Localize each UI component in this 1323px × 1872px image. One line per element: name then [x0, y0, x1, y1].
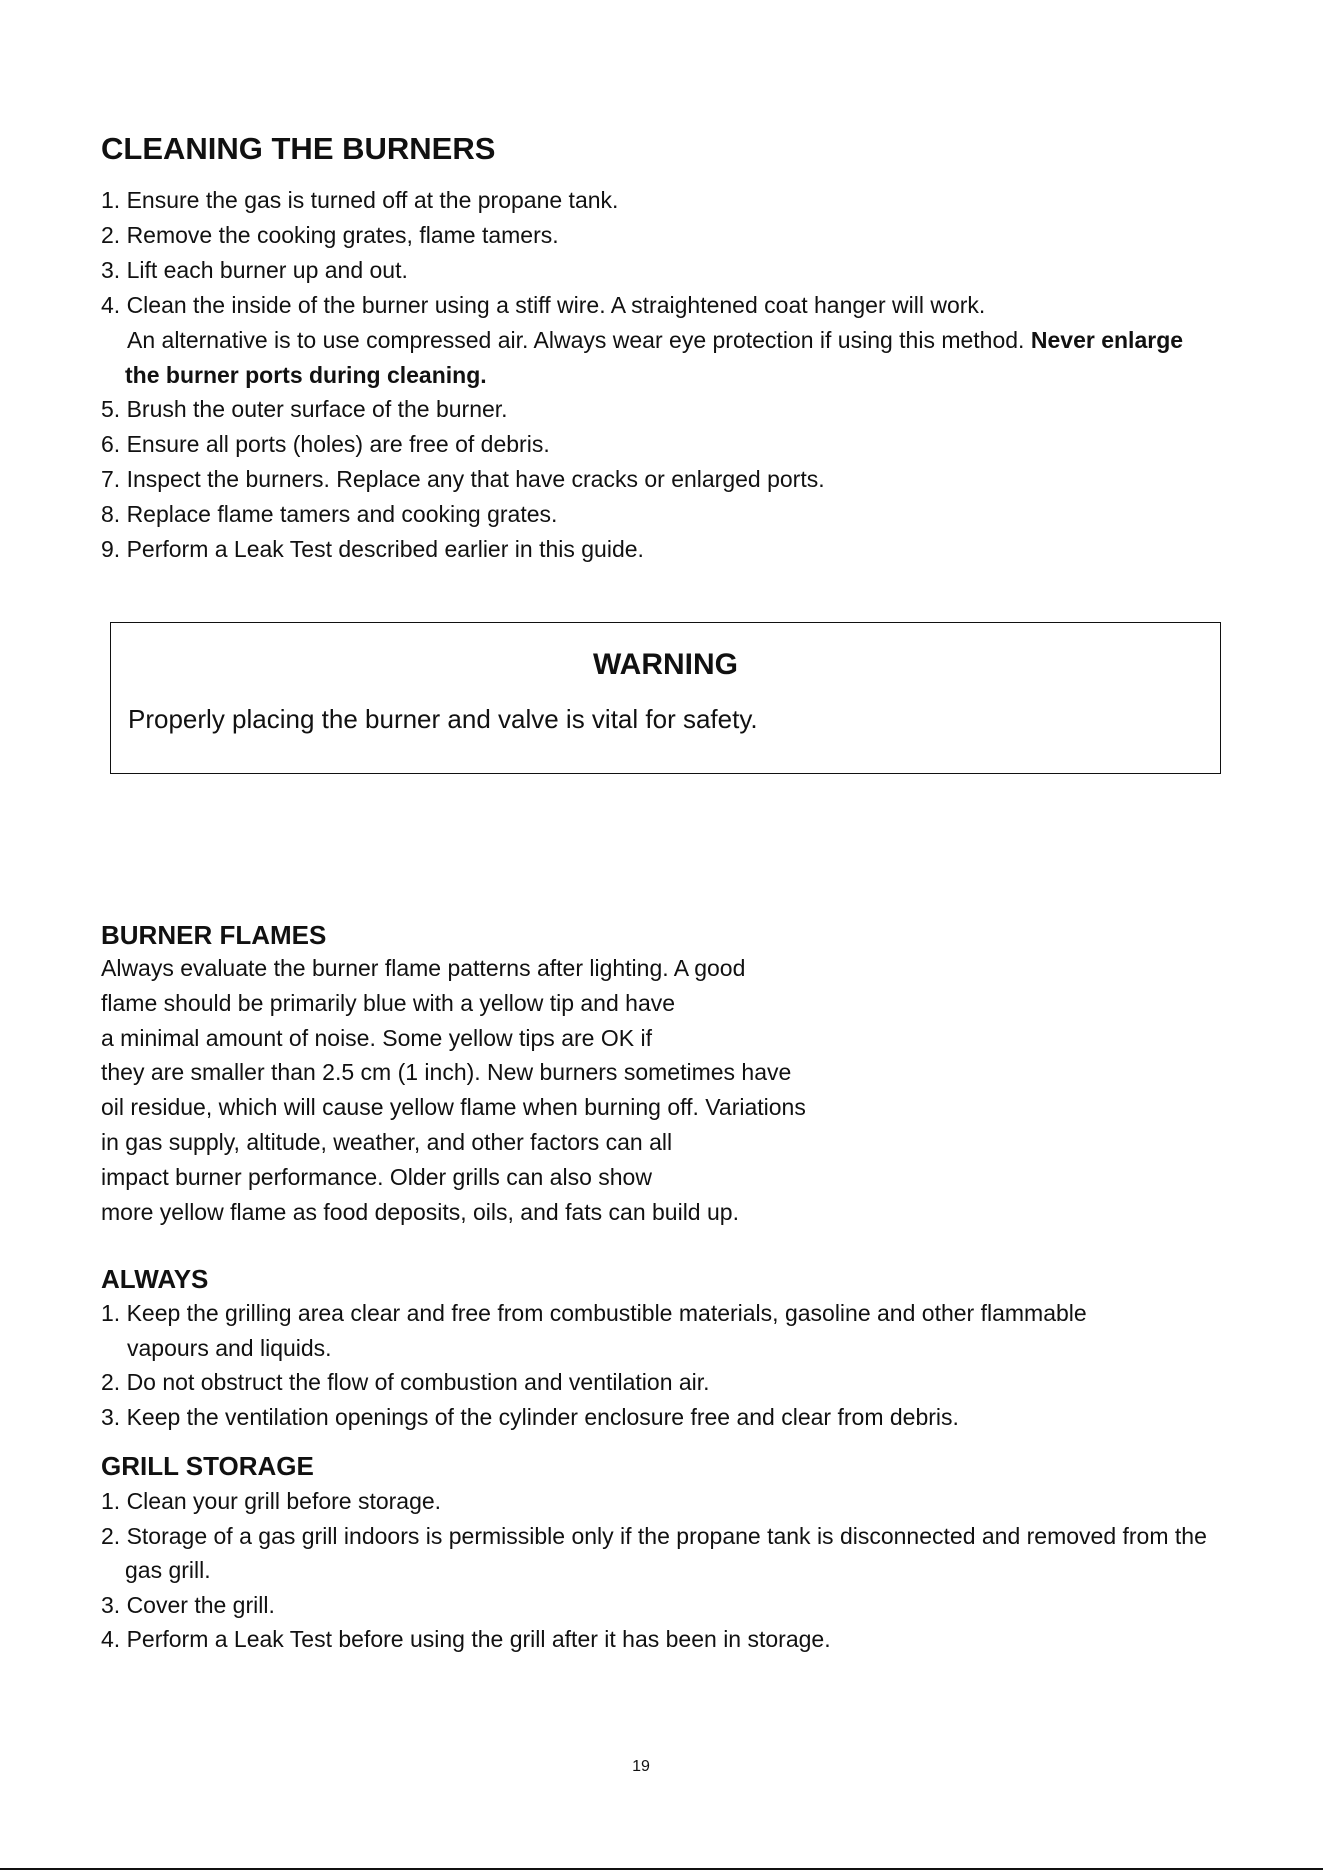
- cleaning-heading: CLEANING THE BURNERS: [101, 131, 496, 166]
- paragraph-line: impact burner performance. Older grills can also show: [101, 1163, 652, 1190]
- list-item-continuation: vapours and liquids.: [127, 1334, 332, 1361]
- paragraph-line: they are smaller than 2.5 cm (1 inch). New burners sometimes have: [101, 1059, 792, 1086]
- list-item-continuation: gas grill.: [125, 1557, 211, 1584]
- list-item: 1. Clean your grill before storage.: [101, 1488, 442, 1514]
- cleaning-steps-list: [101, 183, 1183, 567]
- always-heading: ALWAYS: [101, 1264, 209, 1294]
- list-item: 6. Ensure all ports (holes) are free of debris.: [101, 431, 550, 458]
- warning-text: Properly placing the burner and valve is vital for safety.: [128, 704, 758, 734]
- burner-flames-heading: BURNER FLAMES: [101, 920, 327, 950]
- list-item: 1. Ensure the gas is turned off at the propane tank.: [101, 187, 619, 213]
- list-item: 8. Replace flame tamers and cooking grates.: [101, 501, 558, 528]
- list-item: 3. Lift each burner up and out.: [101, 256, 408, 283]
- caution-text: Never enlarge: [1030, 326, 1184, 353]
- list-item: 4. Perform a Leak Test before using the grill after it has been in storage.: [101, 1626, 831, 1653]
- always-list: [101, 1296, 1087, 1434]
- page-number: 19: [632, 1758, 650, 1775]
- burner-flames-paragraph: [101, 951, 806, 1229]
- list-item: 4. Clean the inside of the burner using a stiff wire. A straightened coat hanger will work.: [101, 291, 986, 318]
- paragraph-line: flame should be primarily blue with a yellow tip and have: [101, 989, 676, 1016]
- warning-title: WARNING: [593, 648, 738, 681]
- paragraph-line: in gas supply, altitude, weather, and other factors can all: [101, 1128, 673, 1155]
- paragraph-line: oil residue, which will cause yellow flame when burning off. Variations: [101, 1094, 806, 1121]
- list-item: 5. Brush the outer surface of the burner.: [101, 396, 508, 423]
- list-item: 2. Storage of a gas grill indoors is permissible only if the propane tank is disconnected and removed from the: [101, 1522, 1207, 1549]
- list-item: 2. Do not obstruct the flow of combustion and ventilation air.: [101, 1369, 710, 1396]
- list-item: 3. Keep the ventilation openings of the cylinder enclosure free and clear from debris.: [101, 1403, 959, 1430]
- paragraph-line: more yellow flame as food deposits, oils, and fats can build up.: [101, 1198, 739, 1225]
- page-bottom-rule: [0, 1868, 1323, 1870]
- paragraph-line: Always evaluate the burner flame patterns after lighting. A good: [101, 955, 746, 981]
- list-item: 9. Perform a Leak Test described earlier in this guide.: [101, 536, 644, 563]
- caution-text: the burner ports during cleaning.: [125, 361, 487, 388]
- list-item: 3. Cover the grill.: [101, 1591, 275, 1618]
- note-text: An alternative is to use compressed air. Always wear eye protection if using this method.: [127, 326, 1025, 353]
- warning-box: [110, 622, 1221, 774]
- list-item-note: [101, 323, 1183, 358]
- list-item: 7. Inspect the burners. Replace any that have cracks or enlarged ports.: [101, 466, 825, 493]
- list-item: 2. Remove the cooking grates, flame tamers.: [101, 221, 559, 248]
- grill-storage-heading: GRILL STORAGE: [101, 1451, 314, 1481]
- list-item: 1. Keep the grilling area clear and free from combustible materials, gasoline and other flammable: [101, 1300, 1087, 1326]
- paragraph-line: a minimal amount of noise. Some yellow tips are OK if: [101, 1024, 652, 1051]
- grill-storage-list: [101, 1484, 1207, 1657]
